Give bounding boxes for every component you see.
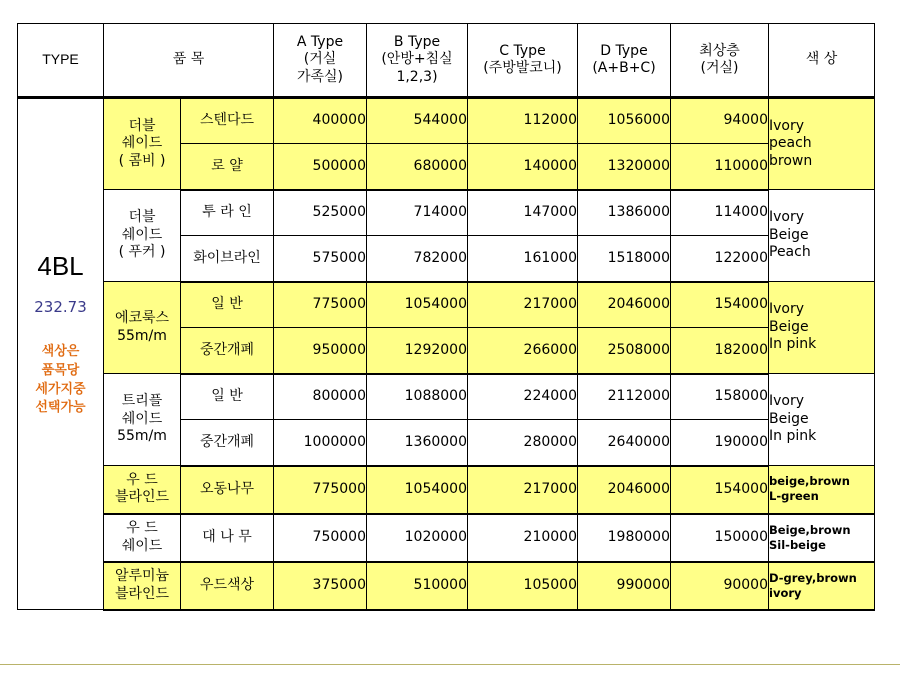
product-name: 에코룩스 55m/m [104, 282, 181, 374]
product-subtype: 로 얄 [181, 144, 274, 190]
price-b: 680000 [367, 144, 468, 190]
price-d: 2640000 [578, 420, 671, 466]
price-top: 90000 [671, 562, 769, 610]
price-d: 1320000 [578, 144, 671, 190]
header-type: TYPE [18, 24, 104, 98]
product-subtype: 일 반 [181, 282, 274, 328]
price-a: 775000 [274, 282, 367, 328]
model-name: 4BL [37, 250, 84, 281]
price-b: 510000 [367, 562, 468, 610]
product-name: 더블 쉐이드 ( 콤비 ) [104, 98, 181, 190]
price-a: 575000 [274, 236, 367, 282]
price-a: 525000 [274, 190, 367, 236]
header-b-type: B Type (안방+침실 1,2,3) [367, 24, 468, 98]
price-d: 2046000 [578, 282, 671, 328]
header-a-type: A Type (거실 가족실) [274, 24, 367, 98]
product-name: 트리플 쉐이드 55m/m [104, 374, 181, 466]
table-row [18, 98, 875, 144]
color-options: Beige,brown Sil-beige [769, 514, 875, 562]
product-name: 우 드 블라인드 [104, 466, 181, 514]
product-subtype: 중간개폐 [181, 328, 274, 374]
price-a: 775000 [274, 466, 367, 514]
price-c: 266000 [468, 328, 578, 374]
price-d: 1056000 [578, 98, 671, 144]
footer-divider [0, 664, 900, 665]
price-a: 400000 [274, 98, 367, 144]
price-table [17, 23, 875, 611]
price-b: 782000 [367, 236, 468, 282]
product-subtype: 오동나무 [181, 466, 274, 514]
header-c-type: C Type (주방발코니) [468, 24, 578, 98]
color-options: Ivory peach brown [769, 98, 875, 190]
price-d: 1980000 [578, 514, 671, 562]
product-name: 더블 쉐이드 ( 푸커 ) [104, 190, 181, 282]
product-subtype: 화이브라인 [181, 236, 274, 282]
table-row [18, 466, 875, 514]
price-c: 147000 [468, 190, 578, 236]
price-top: 158000 [671, 374, 769, 420]
price-c: 280000 [468, 420, 578, 466]
price-c: 224000 [468, 374, 578, 420]
price-b: 1088000 [367, 374, 468, 420]
price-b: 1054000 [367, 282, 468, 328]
price-c: 161000 [468, 236, 578, 282]
price-a: 750000 [274, 514, 367, 562]
price-d: 990000 [578, 562, 671, 610]
model-size: 232.73 [34, 298, 87, 317]
price-d: 1518000 [578, 236, 671, 282]
header-color: 색 상 [769, 24, 875, 98]
color-options: Ivory Beige Peach [769, 190, 875, 282]
color-options: D-grey,brown ivory [769, 562, 875, 610]
price-b: 1054000 [367, 466, 468, 514]
price-top: 182000 [671, 328, 769, 374]
price-b: 544000 [367, 98, 468, 144]
price-d: 1386000 [578, 190, 671, 236]
price-top: 190000 [671, 420, 769, 466]
price-top: 154000 [671, 466, 769, 514]
table-row [18, 374, 875, 420]
price-b: 1360000 [367, 420, 468, 466]
price-c: 217000 [468, 466, 578, 514]
product-subtype: 대 나 무 [181, 514, 274, 562]
product-name: 우 드 쉐이드 [104, 514, 181, 562]
header-item: 품 목 [104, 24, 274, 98]
header-row [18, 24, 875, 98]
product-subtype: 투 라 인 [181, 190, 274, 236]
header-d-type: D Type (A+B+C) [578, 24, 671, 98]
color-options: beige,brown L-green [769, 466, 875, 514]
price-top: 122000 [671, 236, 769, 282]
price-top: 150000 [671, 514, 769, 562]
header-top-floor: 최상층 (거실) [671, 24, 769, 98]
price-d: 2112000 [578, 374, 671, 420]
price-c: 210000 [468, 514, 578, 562]
product-subtype: 중간개폐 [181, 420, 274, 466]
price-c: 217000 [468, 282, 578, 328]
product-subtype: 일 반 [181, 374, 274, 420]
price-a: 1000000 [274, 420, 367, 466]
price-top: 94000 [671, 98, 769, 144]
price-a: 950000 [274, 328, 367, 374]
table-row [18, 190, 875, 236]
price-c: 105000 [468, 562, 578, 610]
price-d: 2046000 [578, 466, 671, 514]
price-b: 1020000 [367, 514, 468, 562]
color-note: 색상은 품목당 세가지중 선택가능 [35, 343, 86, 416]
product-subtype: 스텐다드 [181, 98, 274, 144]
price-a: 375000 [274, 562, 367, 610]
price-top: 154000 [671, 282, 769, 328]
color-options: Ivory Beige In pink [769, 282, 875, 374]
price-c: 112000 [468, 98, 578, 144]
color-options: Ivory Beige In pink [769, 374, 875, 466]
price-b: 1292000 [367, 328, 468, 374]
price-table-body [18, 98, 875, 610]
price-b: 714000 [367, 190, 468, 236]
table-row [18, 514, 875, 562]
price-a: 800000 [274, 374, 367, 420]
price-d: 2508000 [578, 328, 671, 374]
price-top: 114000 [671, 190, 769, 236]
table-row [18, 562, 875, 610]
price-c: 140000 [468, 144, 578, 190]
product-name: 알루미늄 블라인드 [104, 562, 181, 610]
table-row [18, 282, 875, 328]
price-top: 110000 [671, 144, 769, 190]
product-subtype: 우드색상 [181, 562, 274, 610]
model-cell [18, 98, 104, 610]
price-a: 500000 [274, 144, 367, 190]
